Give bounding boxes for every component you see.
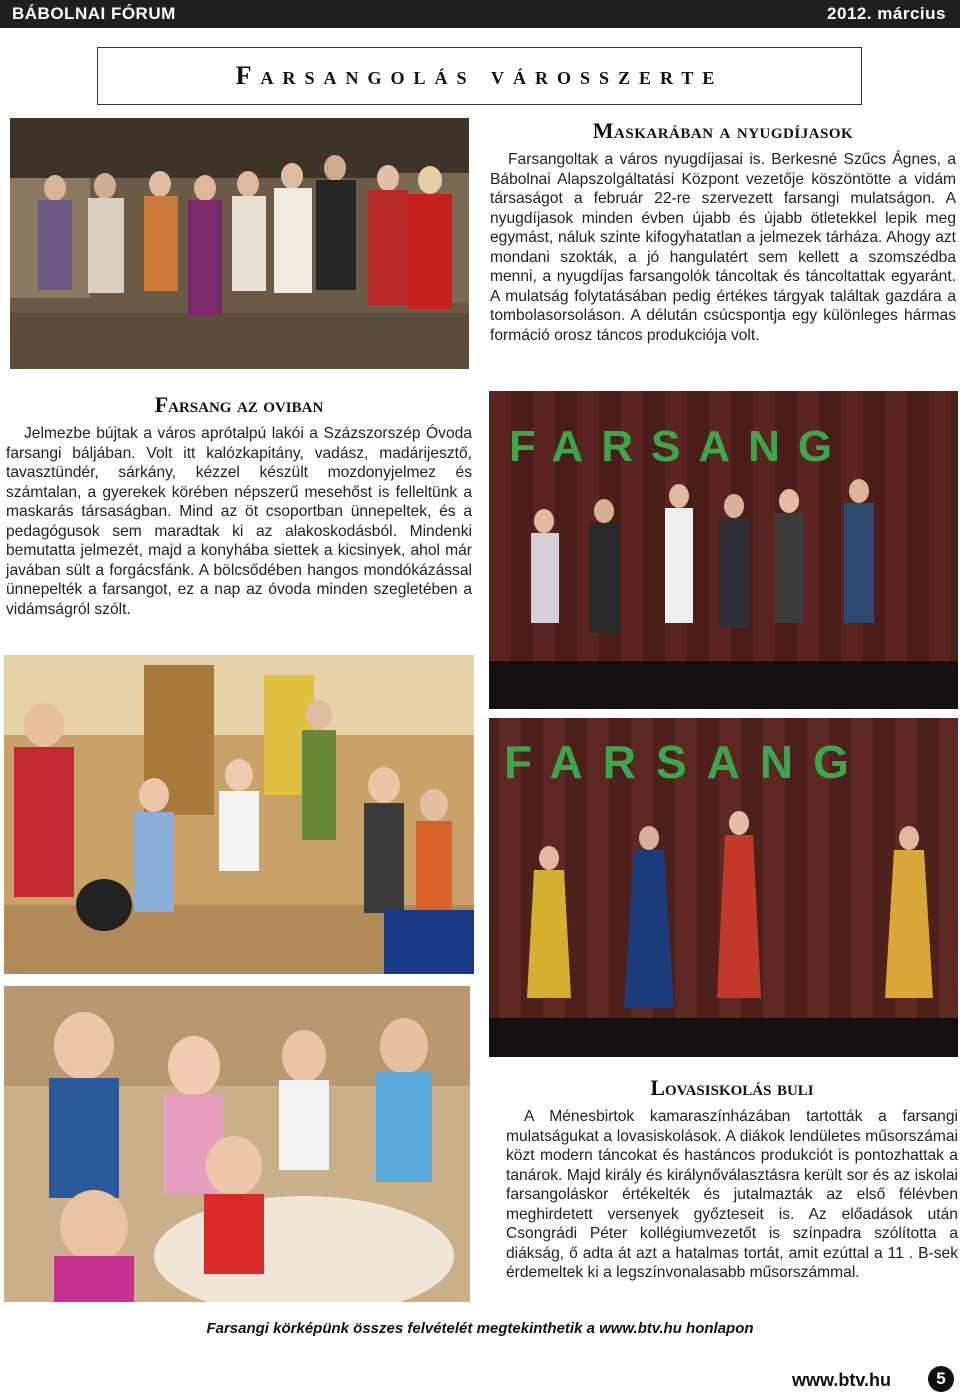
section-riding-school xyxy=(506,1075,958,1283)
photo-stage-dance xyxy=(489,391,958,709)
section-title-kindergarten: Farsang az oviban xyxy=(154,392,324,417)
issue-date: 2012. március xyxy=(827,4,946,23)
section-title-riding-school: Lovasiskolás buli xyxy=(650,1075,814,1100)
photo-kindergarten-table xyxy=(4,986,470,1302)
stage-banner-text: FARSANG xyxy=(504,736,869,788)
section-text-riding-school: A Ménesbirtok kamaraszínházában tartották a farsangi mulatságukat a lovasiskolások. A diákok lendületes műsorszámai közt modern táncokat és hastáncos produkciót is pontozhattak a tanárok. Majd király és királynőválasztásra került sor és az iskolai farsangoláskor értékelték és jutalmazták az első félévben meghirdetett versenyek győzteseit is. Az előadások után Csongrádi Péter kollégiumvezetőt is színpadra szólította a diákság, ő adta át azt a hatalmas tortát, amit ezúttal a 11 . B-sek érdemeltek ki a legszínvonalasabb műsorszámmal. xyxy=(506,1108,958,1281)
section-text-pensioners: Farsangoltak a város nyugdíjasai is. Berkesné Szűcs Ágnes, a Bábolnai Alapszolgáltatási Központ vezetője köszöntötte a vidám társaságot a február 22-re szervezett farsangi mulatságon. A nyugdíjasok minden évben újabb és újabb ötletekkel lepik meg egymást, náluk szinte kifogyhatatlan a jelmezek tárháza. Ahogy azt mondani szokták, a jó hangulatért sem kellett a szomszédba menni, a nyugdíjas farsangolók táncoltak és táncoltattak egyaránt. A mulatság folytatásában pedig értékes tárgyak találtak gazdára a tombolasorsoláson. A délután csúcspontja egy különleges hármas formáció orosz táncos produkciója volt. xyxy=(490,151,956,344)
section-text-kindergarten: Jelmezbe bújtak a város aprótalpú lakói a Százszorszép Óvoda farsangi báljában. Volt itt kalózkapitány, vadász, madárijesztő, tavasztündér, sárkány, kézzel készült mozdonyjelmez és számtalan, a gyerekek körében népszerű mesehőst is felleltünk a maskarás társaságban. Mind az öt csoportban ünnepeltek, és a pedagógusok sem maradtak ki az alakoskodásból. Mindenki bemutatta jelmezét, majd a konyhába siettek a kicsinyek, ahol már javában sült a forgácsfánk. A bölcsődében hangos mondókázással ünnepelték a farsangot, ez a nap az óvoda minden szegletében a vidámságról szólt. xyxy=(6,425,472,618)
section-kindergarten xyxy=(6,392,472,619)
page-header xyxy=(0,0,960,28)
section-title-pensioners: Maskarában a nyugdíjasok xyxy=(592,118,854,143)
photo-gallery-note: Farsangi körképünk összes felvételét megtekinthetik a www.btv.hu honlapon xyxy=(206,1320,754,1337)
photo-kindergarten-costumes xyxy=(4,655,474,974)
photo-belly-dance xyxy=(489,718,958,1057)
section-pensioners xyxy=(490,118,956,345)
page-title: Farsangolás városszerte xyxy=(235,61,724,90)
page-title-frame xyxy=(97,47,862,105)
stage-banner-text: FARSANG xyxy=(509,422,851,471)
photo-pensioners-group xyxy=(10,118,469,369)
website-link[interactable]: www.btv.hu xyxy=(792,1370,891,1390)
publication-name: BÁBOLNAI FÓRUM xyxy=(12,4,176,23)
page-number: 5 xyxy=(928,1366,954,1392)
